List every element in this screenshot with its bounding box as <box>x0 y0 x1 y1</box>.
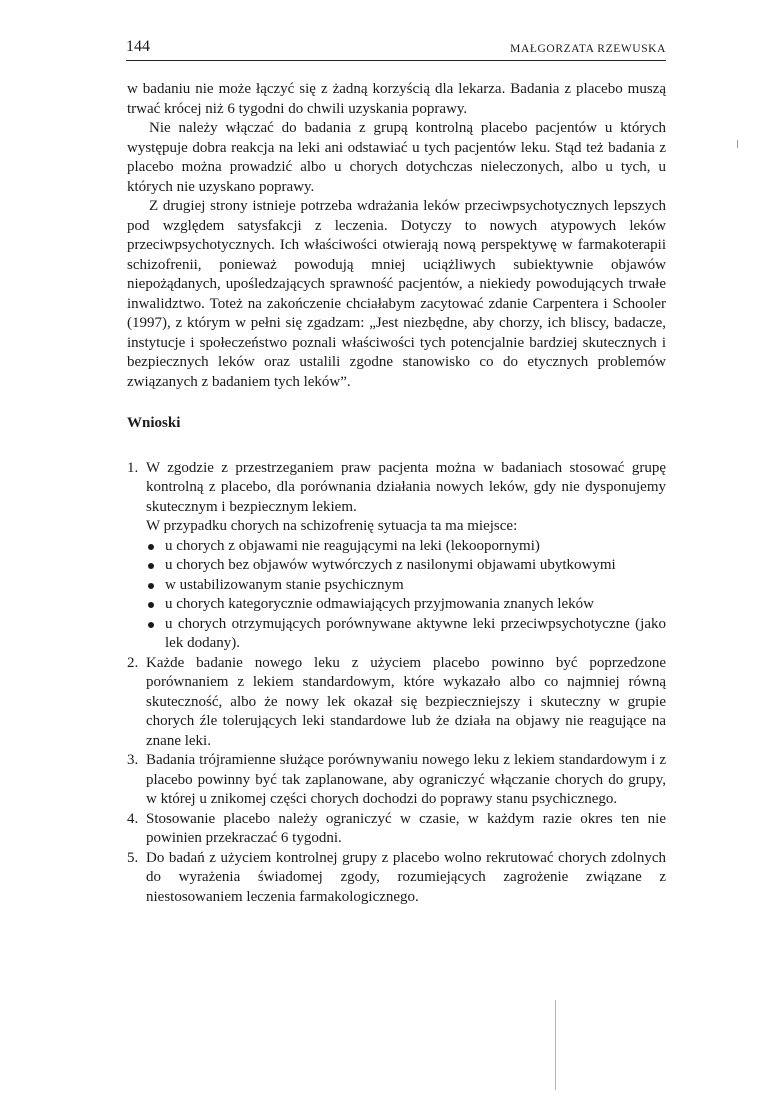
conclusions-list <box>127 459 666 908</box>
item-text: Stosowanie placebo należy ograniczyć w czasie, w każdym razie okres ten nie powinien przekraczać 6 tygodni. <box>146 810 666 846</box>
page-number: 144 <box>126 38 150 55</box>
item-subtext: W przypadku chorych na schizofrenię sytuacja ta ma miejsce: <box>146 518 518 534</box>
item-number: 2. <box>127 654 139 671</box>
bullet-list <box>146 537 666 654</box>
body-text <box>127 80 666 907</box>
running-head: MAŁGORZATA RZEWUSKA <box>510 43 666 55</box>
paragraph: w badaniu nie może łączyć się z żadną korzyścią dla lekarza. Badania z placebo muszą trwać krócej niż 6 tygodni do chwili uzyskania poprawy. <box>127 81 666 117</box>
bullet-item <box>146 576 666 596</box>
list-item <box>127 810 666 849</box>
bullet-icon <box>148 563 154 569</box>
bullet-text: u chorych otrzymujących porównywane aktywne leki przeciwpsychotyczne (jako lek dodany). <box>165 615 666 651</box>
list-item <box>127 459 666 654</box>
item-number: 4. <box>127 810 139 827</box>
bullet-icon <box>148 622 154 628</box>
scan-artifact-line <box>555 1000 556 1090</box>
bullet-icon <box>148 583 154 589</box>
list-item <box>127 751 666 810</box>
bullet-text: u chorych kategorycznie odmawiających przyjmowania znanych leków <box>165 596 594 612</box>
list-item <box>127 654 666 752</box>
paragraph: Nie należy włączać do badania z grupą kontrolną placebo pacjentów u których występuje dobra reakcja na leki ani odstawiać u tych pacjentów leku. Stąd też badania z placebo można prowadzić albo u chorych dotychczas nieleczonych, albo u tych, u których nie uzyskano poprawy. <box>127 120 666 195</box>
bullet-item <box>146 556 666 576</box>
item-text: Do badań z użyciem kontrolnej grupy z placebo wolno rekrutować chorych zdolnych do wyrażenia świadomej zgody, rozumiejących zagrożenie związane z niestosowaniem leczenia farmakologicznego. <box>146 849 666 905</box>
list-item <box>127 849 666 908</box>
item-number: 5. <box>127 849 139 866</box>
item-number: 1. <box>127 459 139 476</box>
page-header <box>126 38 666 61</box>
bullet-text: w ustabilizowanym stanie psychicznym <box>165 576 404 593</box>
bullet-text: u chorych z objawami nie reagującymi na leki (lekoopornymi) <box>165 537 540 554</box>
bullet-text: u chorych bez objawów wytwórczych z nasilonymi objawami ubytkowymi <box>165 557 616 573</box>
bullet-icon <box>148 544 154 550</box>
paragraph: Z drugiej strony istnieje potrzeba wdrażania leków przeciwpsychotycznych lepszych pod względem satysfakcji z leczenia. Dotyczy to nowych atypowych leków przeciwpsychotycznych. Ich właściwości otwierają nową perspektywę w farmakoterapii schizofrenii, ponieważ powodują mniej uciążliwych subiektywnie objawów niepożądanych, upośledzających sprawność pacjentów, a niekiedy powodujących trwałe inwalidztwo. Toteż na zakończenie chciałabym zacytować zdanie Carpentera i Schooler (1997), z którym w pełni się zgadzam: „Jest niezbędne, aby chorzy, ich bliscy, badacze, instytucje i społeczeństwo poznali właściwości tych potencjalnie bardziej skutecznych i bezpiecznych leków oraz ustalili zgodne stanowisko co do etycznych problemów związanych z badaniem tych leków”. <box>127 198 666 390</box>
item-number: 3. <box>127 752 139 768</box>
bullet-icon <box>148 602 154 608</box>
section-heading: Wnioski <box>127 415 181 431</box>
margin-mark <box>737 140 738 148</box>
item-text: W zgodzie z przestrzeganiem praw pacjenta można w badaniach stosować grupę kontrolną z placebo, dla porównania działania nowych leków, gdy nie dysponujemy skutecznym i bezpiecznym lekiem. <box>146 459 666 515</box>
bullet-item <box>146 595 666 615</box>
bullet-item <box>146 537 666 557</box>
bullet-item <box>146 615 666 654</box>
item-text: Badania trójramienne służące porównywaniu nowego leku z lekiem standardowym i z placebo powinny być tak zaplanowane, aby ograniczyć włączanie chorych do grupy, w której u znikomej części chorych dochodzi do poprawy stanu psychicznego. <box>146 752 666 807</box>
item-text: Każde badanie nowego leku z użyciem placebo powinno być poprzedzone porównaniem z lekiem standardowym, które wykazało albo co najmniej równą skuteczność, albo że nowy lek okazał się bezpieczniejszy i skuteczny w grupie chorych źle tolerujących leki standardowe lub że działa na objawy nie reagujące na znane leki. <box>146 654 666 749</box>
